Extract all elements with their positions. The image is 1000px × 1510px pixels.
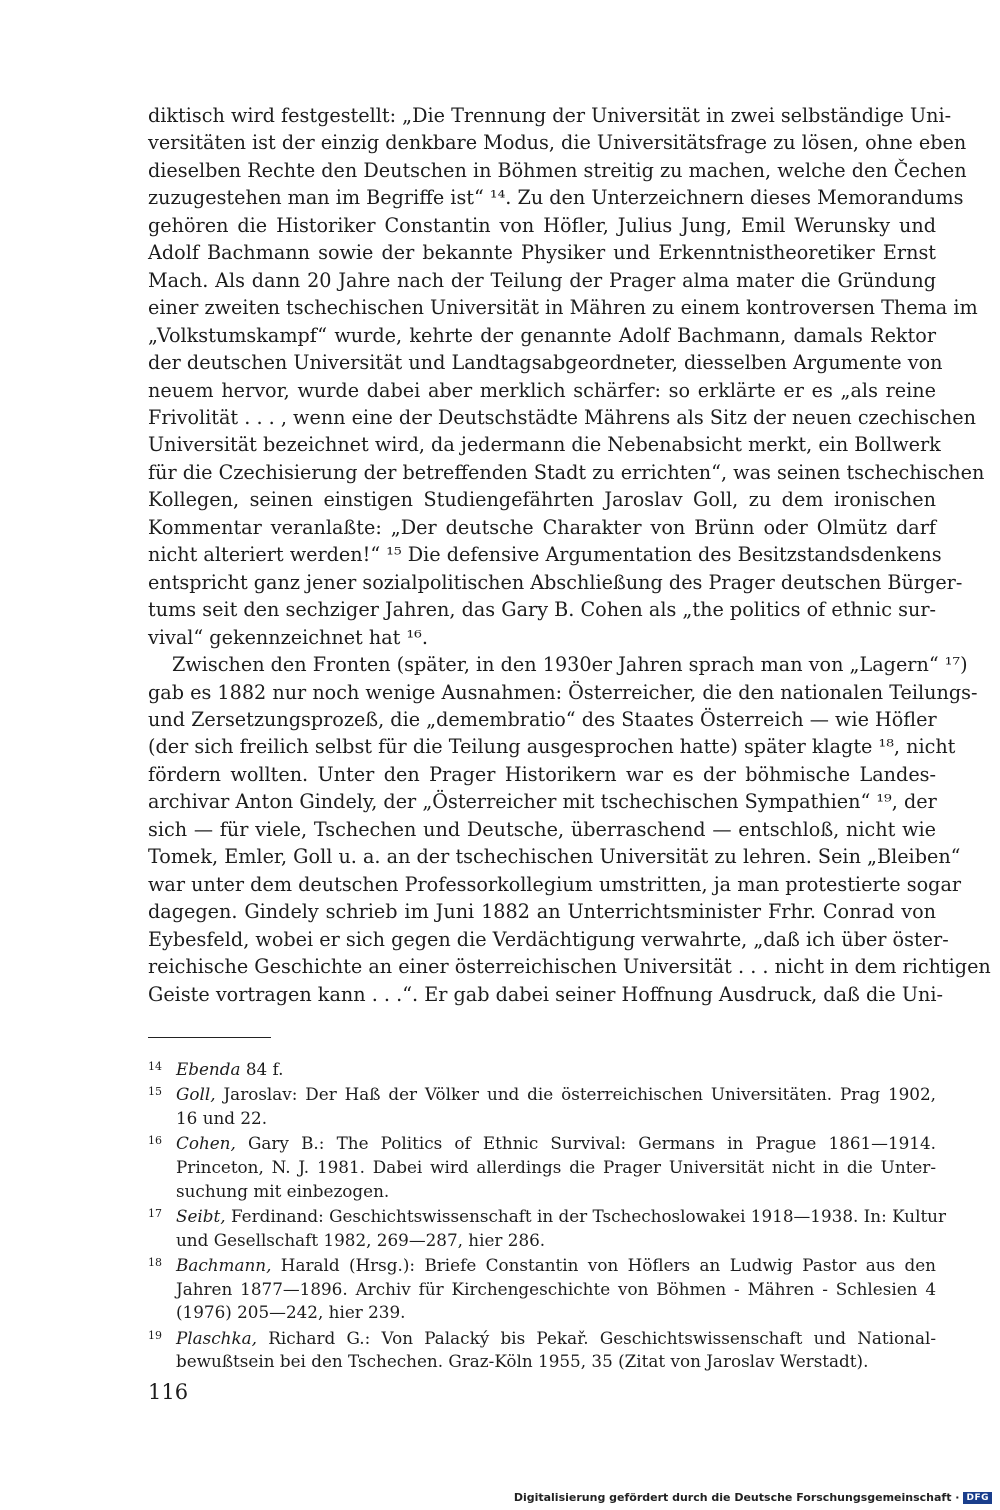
text-line: und Zersetzungsprozeß, die „demembratio“ des Staates Österreich — wie Höfler [148, 707, 937, 731]
footnote-author: Goll, [176, 1084, 216, 1105]
text-line: Frivolität . . . , wenn eine der Deutschstädte Mährens als Sitz der neuen czechischen [148, 405, 976, 429]
footnote-line: (1976) 205—242, hier 239. [176, 1302, 406, 1323]
footnote-author: Bachmann, [176, 1254, 272, 1275]
footnote [148, 1058, 936, 1082]
footnote-line: und Gesellschaft 1982, 269—287, hier 286. [176, 1229, 546, 1250]
text-line: war unter dem deutschen Professorkollegium umstritten, ja man protestierte sogar [148, 872, 962, 896]
footnote-line: Seibt, Ferdinand: Geschichtswissenschaft in der Tschechoslowakei 1918—1938. In: Kultur [176, 1205, 947, 1226]
text-line: Kommentar veranlaßte: „Der deutsche Charakter von Brünn oder Olmütz darf [148, 515, 936, 539]
text-line: entspricht ganz jener sozialpolitischen Abschließung des Prager deutschen Bürger- [148, 570, 963, 594]
main-text [148, 102, 991, 1008]
footnote-line: Bachmann, Harald (Hrsg.): Briefe Constantin von Höflers an Ludwig Pastor aus den [176, 1254, 936, 1275]
footnote-line: Plaschka, Richard G.: Von Palacký bis Pekař. Geschichtswissenschaft und National- [176, 1327, 936, 1348]
text-line: zuzugestehen man im Begriffe ist“ ¹⁴. Zu den Unterzeichnern dieses Memorandums [148, 186, 964, 210]
footnote-author: Seibt, [176, 1205, 226, 1226]
footnote [148, 1083, 936, 1130]
footnote-number: 19 [148, 1328, 162, 1342]
text-line: (der sich freilich selbst für die Teilung ausgesprochen hatte) später klagte ¹⁸, nicht [148, 735, 956, 759]
footnote [148, 1254, 936, 1325]
footnote-line: bewußtsein bei den Tschechen. Graz-Köln 1955, 35 (Zitat von Jaroslav Werstadt). [176, 1351, 869, 1372]
text-line: gehören die Historiker Constantin von Höfler, Julius Jung, Emil Werunsky und [148, 213, 936, 237]
text-line: dagegen. Gindely schrieb im Juni 1882 an Unterrichtsminister Frhr. Conrad von [148, 900, 936, 924]
footnote-author: Ebenda [176, 1059, 241, 1079]
text-line: neuem hervor, wurde dabei aber merklich schärfer: so erklärte er es „als reine [148, 378, 936, 402]
footnote-number: 14 [148, 1060, 162, 1073]
text-line: nicht alteriert werden!“ ¹⁵ Die defensive Argumentation des Besitzstandsdenkens [148, 543, 942, 567]
text-line: tums seit den sechziger Jahren, das Gary B. Cohen als „the politics of ethnic sur- [148, 598, 936, 622]
text-line: einer zweiten tschechischen Universität in Mähren zu einem kontroversen Thema im [148, 296, 978, 320]
text-line: Geiste vortragen kann . . .“. Er gab dabei seiner Hoffnung Ausdruck, daß die Uni- [148, 982, 943, 1006]
text-line: Eybesfeld, wobei er sich gegen die Verdächtigung verwahrte, „daß ich über öster- [148, 927, 949, 951]
text-line: gab es 1882 nur noch wenige Ausnahmen: Österreicher, die den nationalen Teilungs- [148, 680, 978, 704]
text-line: Adolf Bachmann sowie der bekannte Physiker und Erkenntnistheoretiker Ernst [148, 241, 936, 265]
text-line: Kollegen, seinen einstigen Studiengefährten Jaroslav Goll, zu dem ironischen [148, 488, 936, 512]
footnote-number: 16 [148, 1134, 162, 1148]
footnote-line: Cohen, Gary B.: The Politics of Ethnic Survival: Germans in Prague 1861—1914. [176, 1133, 936, 1154]
dfg-logo-icon: DFG [963, 1492, 992, 1504]
text-line: Mach. Als dann 20 Jahre nach der Teilung der Prager alma mater die Gründung [148, 268, 936, 292]
credit-text: Digitalisierung gefördert durch die Deutsche Forschungsgemeinschaft · [513, 1491, 960, 1504]
text-line: versitäten ist der einzig denkbare Modus, die Universitätsfrage zu lösen, ohne eben [148, 131, 967, 155]
text-line: Tomek, Emler, Goll u. a. an der tschechischen Universität zu lehren. Sein „Bleiben“ [148, 845, 961, 869]
text-line: der deutschen Universität und Landtagsabgeordneter, diesselben Argumente von [148, 351, 943, 375]
text-line: reichische Geschichte an einer österreichischen Universität . . . nicht in dem richtigen [148, 955, 991, 979]
footnote-line: Jahren 1877—1896. Archiv für Kirchengeschichte von Böhmen - Mähren - Schlesien 4 [176, 1278, 936, 1299]
footnote-line: 16 und 22. [176, 1107, 268, 1128]
footnote-author: Cohen, [176, 1133, 236, 1154]
footnotes [148, 1058, 947, 1376]
footnote-separator [148, 1037, 271, 1038]
text-line: diktisch wird festgestellt: „Die Trennung der Universität in zwei selbständige Uni- [148, 104, 952, 127]
footnote-line: Goll, Jaroslav: Der Haß der Völker und die österreichischen Universitäten. Prag 1902, [176, 1084, 936, 1105]
footnote-number: 15 [148, 1085, 162, 1099]
footnote-author: Plaschka, [176, 1327, 257, 1348]
footnote [148, 1205, 947, 1252]
text-line: vival“ gekennzeichnet hat ¹⁶. [148, 625, 428, 649]
text-line: sich — für viele, Tschechen und Deutsche, überraschend — entschloß, nicht wie [148, 817, 936, 841]
footnote [148, 1132, 936, 1203]
page-number: 116 [148, 1380, 189, 1404]
text-line: für die Czechisierung der betreffenden Stadt zu errichten“, was seinen tschechischen [148, 460, 985, 484]
digitization-credit [514, 1491, 992, 1504]
text-line: Universität bezeichnet wird, da jedermann die Nebenabsicht merkt, ein Bollwerk [148, 433, 941, 457]
footnote-line: Princeton, N. J. 1981. Dabei wird allerdings die Prager Universität nicht in die Unter- [176, 1156, 936, 1177]
text-line: „Volkstumskampf“ wurde, kehrte der genannte Adolf Bachmann, damals Rektor [148, 323, 936, 347]
footnote-line: Ebenda 84 f. [176, 1059, 284, 1079]
text-line: fördern wollten. Unter den Prager Historikern war es der böhmische Landes- [148, 762, 936, 786]
footnote-number: 17 [148, 1206, 162, 1220]
footnote [148, 1327, 936, 1374]
text-line: archivar Anton Gindely, der „Österreicher mit tschechischen Sympathien“ ¹⁹, der [148, 790, 937, 814]
footnote-line: suchung mit einbezogen. [176, 1180, 390, 1201]
text-line: Zwischen den Fronten (später, in den 1930er Jahren sprach man von „Lagern“ ¹⁷) [172, 653, 968, 677]
text-line: dieselben Rechte den Deutschen in Böhmen streitig zu machen, welche den Čechen [148, 158, 967, 182]
footnote-number: 18 [148, 1255, 162, 1269]
